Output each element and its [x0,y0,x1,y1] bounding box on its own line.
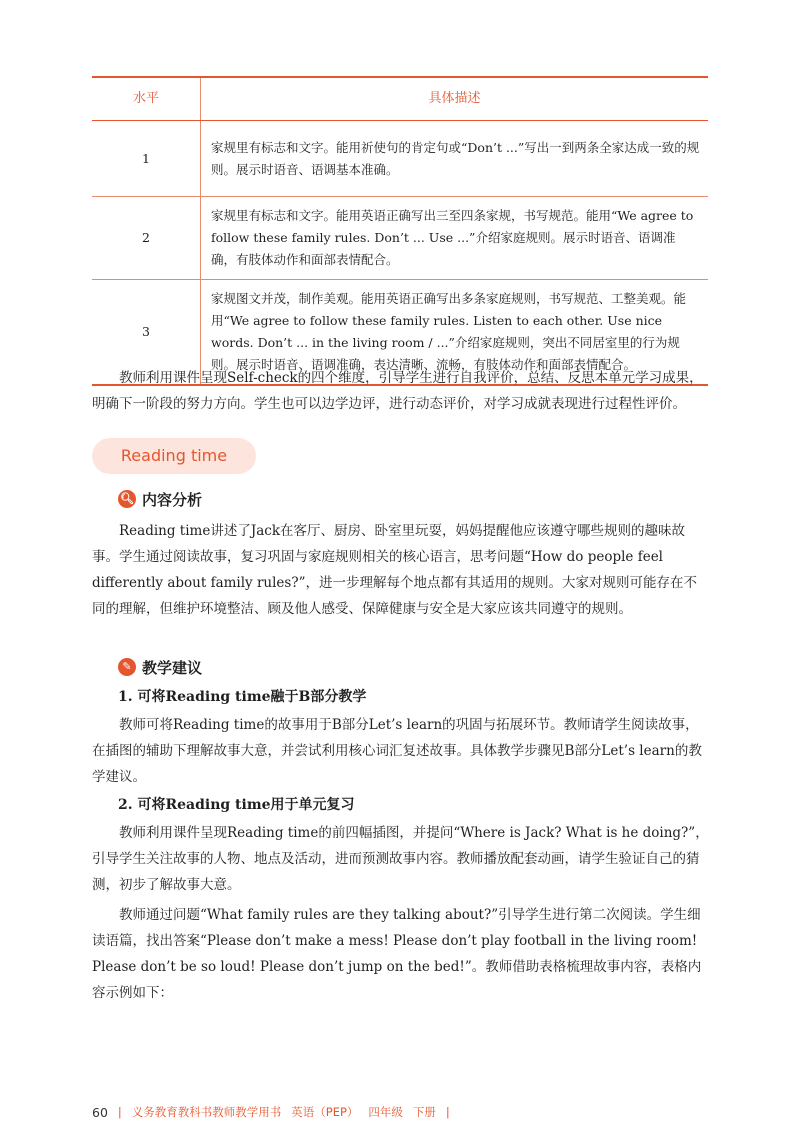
rubric-level: 2 [92,197,201,280]
suggestion-1-title: 1. 可将Reading time融于B部分教学 [118,689,367,705]
suggestion-1-paragraph: 教师可将Reading time的故事用于B部分Let’s learn的巩固与拓展环节。教师请学生阅读故事，在插图的辅助下理解故事大意，并尝试利用核心词汇复述故事。具体教学步骤见B部分Let’s learn的教学建议。 [92,717,702,785]
rubric-description: 家规里有标志和文字。能用祈使句的肯定句或“Don’t ...”写出一到两条全家达成一致的规则。展示时语音、语调基本准确。 [201,121,709,197]
rubric-header-level: 水平 [92,77,201,121]
table-row [92,197,708,280]
rubric-header-row [92,77,708,121]
suggestion-2-paragraph-2: 教师通过问题“What family rules are they talking about?”引导学生进行第二次阅读。学生细读语篇，找出答案“Please don’t make a mess! Please don’t play football in the living room! Please don’t be so loud! Please don’t jump on the bed!”。教师借助表格梳理故事内容，表格内容示例如下： [92,907,702,1001]
rubric-level: 1 [92,121,201,197]
table-row [92,121,708,197]
magnifier-icon: 🔍︎ [118,490,136,508]
footer-divider: | [117,1105,122,1119]
book-title: 义务教育教科书教师教学用书 [131,1105,282,1119]
suggestion-2-paragraph-1: 教师利用课件呈现Reading time的前四幅插图，并提问“Where is Jack? What is he doing?”，引导学生关注故事的人物、地点及活动，进而预测故事内容。教师播放配套动画，请学生验证自己的猜测，初步了解故事大意。 [92,825,709,893]
subject: 英语（PEP） [291,1105,359,1119]
rubric-table [92,76,708,386]
teaching-suggestions-heading [118,656,202,678]
pencil-icon: ✎ [118,658,136,676]
grade: 四年级 [368,1105,403,1119]
page-number: 60 [92,1104,108,1120]
content-analysis-title: 内容分析 [142,490,203,509]
rubric-level: 3 [92,280,201,386]
content-analysis-heading [118,488,202,510]
reading-time-banner: Reading time [92,438,256,474]
teaching-suggestions-title: 教学建议 [142,658,203,677]
rubric-header-description: 具体描述 [201,77,709,121]
rubric-description: 家规图文并茂，制作美观。能用英语正确写出多条家庭规则，书写规范、工整美观。能用“We agree to follow these family rules. Listen to each other. Use nice words. Don’t ... in the living room / ...”介绍家庭规则，突出不同居室里的行为规则。展示时语音、语调准确，表达清晰、流畅，有肢体动作和面部表情配合。 [201,280,709,386]
footer-divider: | [445,1105,450,1119]
page-footer [92,1104,450,1120]
volume: 下册 [412,1105,436,1119]
selfcheck-paragraph: 教师利用课件呈现Self-check的四个维度，引导学生进行自我评价，总结、反思本单元学习成果，明确下一阶段的努力方向。学生也可以边学边评，进行动态评价，对学习成就表现进行过程性评价。 [92,370,703,412]
rubric-description: 家规里有标志和文字。能用英语正确写出三至四条家规，书写规范。能用“We agree to follow these family rules. Don’t ... Use ...”介绍家庭规则。展示时语音、语调准确，有肢体动作和面部表情配合。 [201,197,709,280]
suggestion-2-title: 2. 可将Reading time用于单元复习 [118,797,355,813]
content-analysis-paragraph: Reading time讲述了Jack在客厅、厨房、卧室里玩耍，妈妈提醒他应该遵守哪些规则的趣味故事。学生通过阅读故事，复习巩固与家庭规则相关的核心语言，思考问题“How do people feel differently about family rules?”，进一步理解每个地点都有其适用的规则。大家对规则可能存在不同的理解，但维护环境整洁、顾及他人感受、保障健康与安全是大家应该共同遵守的规则。 [92,523,697,617]
